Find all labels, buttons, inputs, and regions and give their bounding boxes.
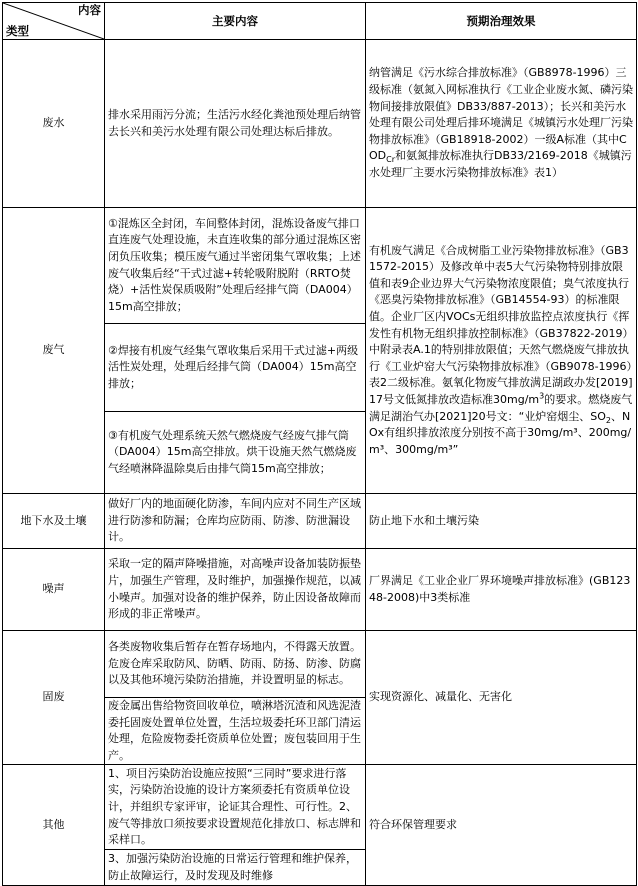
exhaust-effect: [366, 208, 637, 494]
solid-item-2: 废金属出售给物资回收单位，喷淋塔沉渣和风选泥渣委托固废处置单位处置，生活垃圾委托环卫部门清运处理，危险废物委托资质单位处置；废包装回用于生产。: [105, 698, 366, 765]
type-groundwater: 地下水及土壤: [3, 494, 105, 549]
type-exhaust: 废气: [3, 208, 105, 494]
pollution-control-table: [2, 2, 637, 886]
row-solid-1: [3, 631, 637, 698]
row-noise: [3, 549, 637, 631]
exhaust-effect-text-1: 有机废气满足《合成树脂工业污染物排放标准》（GB31572-2015）及修改单中表5大气污染物特别排放限值和表9企业边界大气污染物浓度限值；臭气浓度执行《恶臭污染物排放标准》（GB14554-93）的标准限值。企业厂区内VOCs无组织排放监控点浓度执行《挥发性有机物无组织排放控制标准》（GB37822-2019）中附录表A.1的特别排放限值；天然气燃烧废气排放执行《工业炉窑大气污染物排放标准》（GB9078-1996）表2二级标准。氨氧化物废气排放满足湖政办发[2019]17号文低氮排放改造标准30mg/m: [369, 243, 633, 406]
row-other-1: [3, 765, 637, 850]
wastewater-effect: [366, 40, 637, 208]
wastewater-effect-sub: Cr: [386, 155, 396, 165]
header-type-label: 类型: [6, 24, 29, 38]
noise-main: 采取一定的隔声降噪措施，对高噪声设备加装防振垫片，加强生产管理，及时维护，加强操作规范，以减小噪声。加强对设备的维护保养，防止因设备故障而形成的非正常噪声。: [105, 549, 366, 631]
row-wastewater: [3, 40, 637, 208]
type-noise: 噪声: [3, 549, 105, 631]
exhaust-effect-text-3: 、NOx有组织排放浓度分别按不高于30mg/m³、200mg/m³、300mg/m³”: [369, 409, 632, 456]
type-wastewater: 废水: [3, 40, 105, 208]
table-header-row: [3, 3, 637, 40]
exhaust-item-2: ②焊接有机废气经集气罩收集后采用干式过滤+两级活性炭处理，处理后经排气筒（DA004）15m高空排放；: [105, 324, 366, 412]
diagonal-header-cell: [3, 3, 105, 40]
solid-item-1: 各类废物收集后暂存在暂存场地内，不得露天放置。危废仓库采取防风、防晒、防雨、防扬、防渗、防腐以及其他环境污染防治措施，并设置明显的标志。: [105, 631, 366, 698]
solid-effect: 实现资源化、减量化、无害化: [366, 631, 637, 765]
exhaust-effect-sup: 3: [539, 391, 545, 401]
header-main-content: 主要内容: [105, 3, 366, 40]
header-expected-effect: 预期治理效果: [366, 3, 637, 40]
wastewater-effect-text-1: 纳管满足《污水综合排放标准》（GB8978-1996）三级标准（氨氮入网标准执行《工业企业废水氮、磷污染物间接排放限值》DB33/887-2013）；长兴和美污水处理有限公司处理后排环境满足《城镇污水处理厂污染物排放标准》（GB18918-2002）一级A标准（其中COD: [369, 66, 633, 163]
type-other: 其他: [3, 765, 105, 886]
groundwater-main: 做好厂内的地面硬化防渗，车间内应对不同生产区域进行防渗和防漏；仓库均应防雨、防渗、防泄漏设计。: [105, 494, 366, 549]
exhaust-item-1: ①混炼区全封闭，车间整体封闭，混炼设备废气排口直连废气处理设施，未直连收集的部分通过混炼区密闭负压收集；模压废气通过半密闭集气罩收集；上述废气收集后经“干式过滤+转轮吸附脱附（RRTO焚烧）+活性炭保质吸附”处理后经排气筒（DA004）15m高空排放；: [105, 208, 366, 324]
wastewater-effect-text-2: 和氨氮排放标准执行DB33/2169-2018《城镇污水处理厂主要水污染物排放标准》表1）: [369, 149, 632, 179]
other-effect: 符合环保管理要求: [366, 765, 637, 886]
other-item-1: 1、项目污染防治设施应按照“三同时”要求进行落实，污染防治设施的设计方案须委托有资质单位设计，并组织专家评审，论证其合理性、可行性。2、废气等排放口须按要求设置规范化排放口、标志牌和采样口。: [105, 765, 366, 850]
exhaust-effect-text-2: 的要求。燃烧废气满足湖治气办[2021]20号文：“业炉窑烟尘、SO: [369, 392, 633, 423]
other-item-2: 3、加强污染防治设施的日常运行管理和维护保养，防止故障运行，及时发现及时维修: [105, 850, 366, 886]
wastewater-main: 排水采用雨污分流；生活污水经化粪池预处理后纳管去长兴和美污水处理有限公司处理达标后排放。: [105, 40, 366, 208]
exhaust-effect-sub: 2: [605, 415, 612, 425]
row-groundwater: [3, 494, 637, 549]
type-solid-waste: 固废: [3, 631, 105, 765]
row-exhaust-1: [3, 208, 637, 324]
groundwater-effect: 防止地下水和土壤污染: [366, 494, 637, 549]
exhaust-item-3: ③有机废气处理系统天然气燃烧废气经废气排气筒（DA004）15m高空排放。烘干设施天然气燃烧废气经喷淋降温除臭后由排气筒15m高空排放；: [105, 412, 366, 494]
noise-effect: 厂界满足《工业企业厂界环境噪声排放标准》(GB12348-2008)中3类标准: [366, 549, 637, 631]
header-content-label: 内容: [78, 3, 101, 17]
